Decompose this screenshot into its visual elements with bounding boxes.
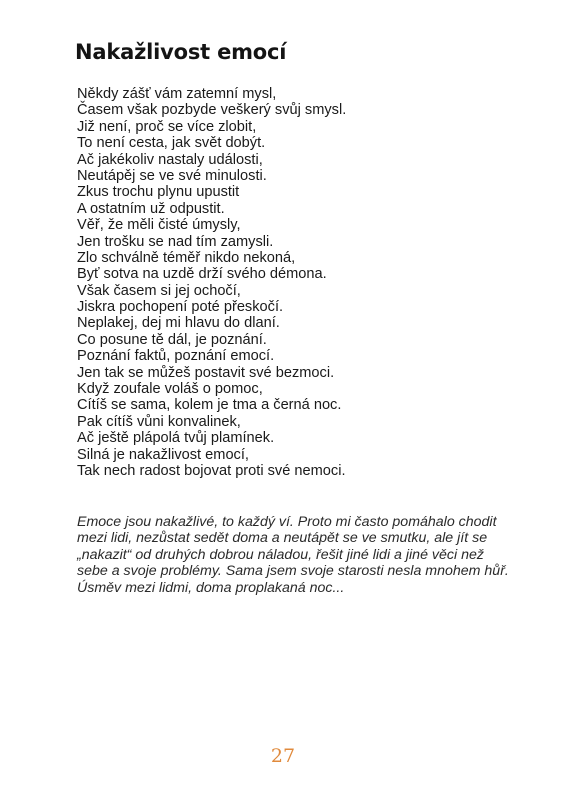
page-number: 27 <box>270 745 296 767</box>
poem-line: Věř, že měli čisté úmysly, <box>77 217 241 234</box>
poem-line: Pak cítíš vůni konvalinek, <box>77 413 241 430</box>
commentary-line: sebe a svoje problémy. Sama jsem svoje starosti nesla mnohem hůř. <box>77 563 509 580</box>
poem-line: Zkus trochu plynu upustit <box>77 184 240 201</box>
poem-line: Již není, proč se více zlobit, <box>77 118 257 135</box>
commentary-line: Emoce jsou nakažlivé, to každý ví. Proto mi často pomáhalo chodit <box>77 514 497 530</box>
poem-line: Ač jakékoliv nastaly události, <box>77 151 263 168</box>
poem-line: Jiskra pochopení poté přeskočí. <box>77 299 284 316</box>
poem-line: Neutápěj se ve své minulosti. <box>77 167 267 184</box>
poem-line: Jen trošku se nad tím zamysli. <box>77 233 274 250</box>
poem-line: Silná je nakažlivost emocí, <box>77 446 249 463</box>
poem-line: Jen tak se můžeš postavit své bezmoci. <box>77 364 335 381</box>
poem-line: Časem však pozbyde veškerý svůj smysl. <box>77 102 347 119</box>
commentary-line: „nakazit“ od druhých dobrou náladou, řešit jiné lidi a jiné věci než <box>77 546 484 563</box>
poem-line: To není cesta, jak svět dobýt. <box>77 135 266 152</box>
commentary-line: mezi lidi, nezůstat sedět doma a neutápět se ve smutku, ale jít se <box>77 530 488 547</box>
poem-line: Zlo schválně téměř nikdo nekoná, <box>77 249 296 266</box>
poem-line: Byť sotva na uzdě drží svého démona. <box>77 266 327 283</box>
poem-stanza <box>77 86 346 479</box>
poem-line: Tak nech radost bojovat proti své nemoci. <box>77 462 346 479</box>
poem-line: A ostatním už odpustit. <box>77 200 225 217</box>
poem-line: Poznání faktů, poznání emocí. <box>77 348 275 365</box>
poem-title: Nakažlivost emocí <box>75 40 287 64</box>
poem-line: Ač ještě plápolá tvůj plamínek. <box>77 430 275 447</box>
poem-line: Neplakej, dej mi hlavu do dlaní. <box>77 315 280 332</box>
poem-line: Co posune tě dál, je poznání. <box>77 331 267 348</box>
poem-line: Však časem si jej ochočí, <box>77 282 241 299</box>
poem-line: Když zoufale voláš o pomoc, <box>77 381 263 398</box>
commentary-line: Úsměv mezi lidmi, doma proplakaná noc... <box>77 579 345 596</box>
poem-line: Cítíš se sama, kolem je tma a černá noc. <box>77 397 342 414</box>
poem-line: Někdy zášť vám zatemní mysl, <box>77 86 277 102</box>
commentary-paragraph <box>77 514 509 596</box>
